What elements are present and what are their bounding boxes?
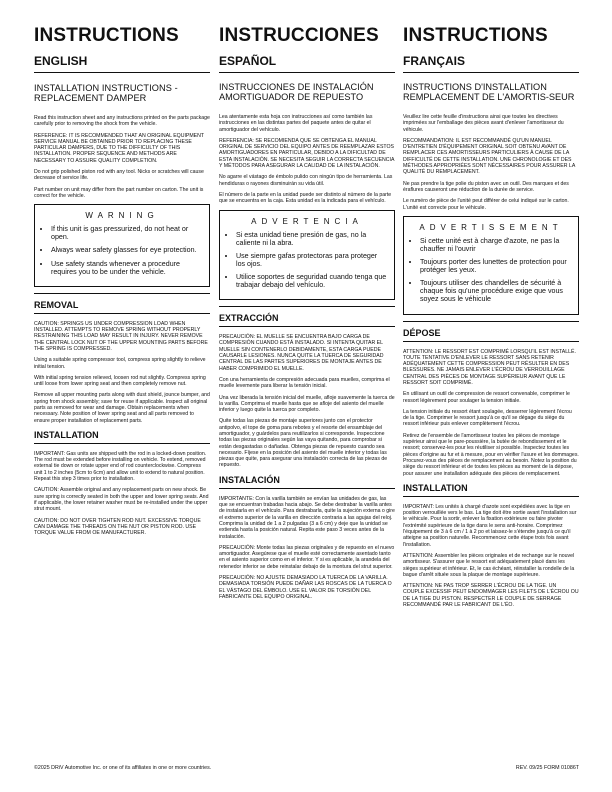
spanish-grip-note: No agarre el vástago de émbolo pulido con ningún tipo de herramienta. Las hendiduras o rayones disminuirán su vida útil.: [219, 174, 393, 187]
french-removal-heading: DÉPOSE: [403, 327, 441, 338]
english-subtitle: INSTALLATION INSTRUCTIONS - REPLACEMENT DAMPER: [34, 83, 178, 103]
spanish-installation-paragraph: IMPORTANTE: Con la varilla también se envían las unidades de gas, las que se encuentran trabadas hacia abajo. Se debe destrabar la varilla antes de instalarla en el vehículo. Para destrabarla, quite la sujeción externa o gire el extremo superior de la varilla en dirección contraria a las agujas del reloj. Comprima la unidad de 1 a 2 pulgadas (3 a 6 cm) y deje que la unidad se extienda hasta la posición natural. Repita este paso 3 veces antes de la instalación.: [219, 495, 395, 540]
english-removal-heading: REMOVAL: [34, 299, 79, 310]
french-removal-paragraph: Retirez de l'ensemble de l'amortisseur toutes les pièces de montage supérieur ainsi que le pare-poussière, la butée de rebondissement et le ressort; conservez-les pour les réutiliser si possible. Inspectez toutes les pièces d'origine au fur et à mesure, pour en vérifier l'usure et les dommages. Procurez-vous des pièces de remplacement au besoin. Notez la position du siège du ressort inférieur et de toutes les pièces au moment de la dépose, pour assurer une installation adéquate des pièces de remplacement.: [403, 432, 579, 477]
english-intro: Read this instruction sheet and any instructions printed on the parts package carefully prior to removing the shock from the vehicle.: [34, 115, 210, 128]
english-installation-paragraph: IMPORTANT: Gas units are shipped with the rod in a locked-down position. The rod must be extended before installing on vehicle. To extend, removed external tie down or rotate upper end of rod counterclockwise. Compress unit 1 to 2 inches (5cm to 6cm) and allow unit to extend to natural position. Repeat this step 3 times prior to installation.: [34, 450, 207, 483]
spanish-reference: REFERENCIA: SE RECOMIENDA QUE SE OBTENGA EL MANUAL ORIGINAL DE SERVICIO DEL EQUIPO ANTES DE REEMPLAZAR ESTOS AMORTIGUADORES EN PARTICULAR, DEBIDO A LA DIFICULTAD DE ESTA INSTALACIÓN. SE NECESITA SEGUIR LA CORRECTA SECUENCIA Y MÉTODOS PARA ASEGURAR LA CALIDAD DE LA INSTALACIÓN.: [219, 137, 395, 170]
english-warning-item: • If this unit is gas pressurized, do not heat or open.: [51, 225, 203, 241]
spanish-rule: [219, 72, 395, 73]
french-grip-note: Ne pas prendre la tige polie du piston avec un outil. Des marques et des éraflures causeront une réduction de la durée de service.: [403, 180, 569, 193]
spanish-language: ESPAÑOL: [219, 54, 277, 68]
footer: [34, 765, 579, 771]
english-removal-paragraph: Using a suitable spring compressor tool, compress spring slightly to relieve initial tension.: [34, 357, 206, 370]
french-removal-paragraph: En utilisant un outil de compression de ressort convenable, comprimer le ressort légèrement pour soulager la tension initiale.: [403, 391, 570, 404]
spanish-warning-item: • Use siempre gafas protectoras para proteger los ojos.: [236, 252, 388, 268]
french-installation-paragraph: ATTENTION: Assembler les pièces originales et de rechange sur le nouvel amortisseur. S'assurer que le ressort est adéquatement placé dans les sièges supérieur et inférieur. Et, le cas échéant, réinstaller la rondelle de la bague d'arrêt située sous la plaque de montage supérieure.: [403, 552, 575, 578]
spanish-installation-heading: INSTALACIÓN: [219, 474, 280, 485]
french-column: [403, 26, 579, 613]
spanish-partnum-note: El número de la parte en la unidad puede ser distinto al número de la parte que se encuentra en la caja. Esta unidad es la indicada para el vehículo.: [219, 191, 392, 205]
spanish-subtitle: INSTRUCCIONES DE INSTALACIÓN AMORTIGUADOR DE REPUESTO: [219, 82, 374, 102]
english-removal-paragraph: Remove all upper mounting parts along with dust shield, jounce bumper, and spring from shock assembly; save for reuse if applicable. Inspect all original parts as removed for wear and damage. Obtain replacements when necessary. Note position of lower spring seat and all parts removed to ensure proper installation of replacement parts.: [34, 392, 210, 424]
spanish-intro: Lea atentamente esta hoja con instrucciones así como también las instrucciones en las distintas partes del paquete antes de quitar el amortiguador del vehículo.: [219, 114, 373, 133]
spanish-removal-heading: EXTRACCIÓN: [219, 313, 279, 324]
spanish-removal-paragraph: Una vez liberada la tensión inicial del muelle, afloje suavemente la tuerca de la varilla. Comprima el muelle hasta que se afloje del asiento del muelle inferior y luego quite la tuerca por completo.: [219, 394, 395, 414]
french-installation-paragraph: IMPORTANT: Les unités à chargé d'azote sont expédiées avec la tige en position verrouillée vers le bas. La tige doit être sortie avant l'installation sur le véhicule. Pour la sortir, enlever la fixation extérieure ou faire pivoter l'extrémité supérieure de la tige dans le sens anti-horaire. Comprimez l'équipement de 3 à 6 cm / 1 à 2 po et laissez-le s'étendre jusqu'à ce qu'il atteigne sa position naturelle. Recommencez cette étape trois fois avant l'installation.: [403, 503, 577, 548]
spanish-installation-paragraph: PRECAUCIÓN: NO AJUSTE DEMASIADO LA TUERCA DE LA VARILLA. DEMASIADA TORSIÓN PUEDE DAÑAR LAS ROSCAS DE LA TUERCA O EL VÁSTAGO DEL ÉMBOLO. USE EL VALOR DE TORSIÓN DEL FABRICANTE DEL EQUIPO ORIGINAL.: [219, 575, 392, 600]
french-installation-paragraph: ATTENTION: NE PAS TROP SERRER L'ÉCROU DE LA TIGE. UN COUPLE EXCESSIF PEUT ENDOMMAGER LES FILETS DE L'ÉCROU OU DE LA TIGE DU PISTON. RESPECTER LE COUPLE DE SERRAGE RECOMMANDÉ PAR LE FABRICANT DE L'ÉO.: [403, 583, 579, 609]
english-reference: REFERENCE: IT IS RECOMMENDED THAT AN ORIGINAL EQUIPMENT SERVICE MANUAL BE OBTAINED PRIOR TO REPLACING THESE PARTICULAR DAMPERS, DUE TO THE DIFFICULTY OF THIS INSTALLATION. PROPER SEQUENCE AND METHODS ARE NECESSARY TO ASSURE QUALITY COMPLETION.: [34, 132, 204, 164]
spanish-warning-box: [219, 210, 395, 301]
french-installation-heading: INSTALLATION: [403, 482, 468, 493]
spanish-warning-title: ADVERTENCIA: [251, 216, 363, 226]
spanish-removal-paragraph: PRECAUCIÓN: EL MUELLE SE ENCUENTRA BAJO CARGA DE COMPRESIÓN CUANDO ESTÁ INSTALADO. SI INTENTA QUITAR EL MUELLE SIN CONTENERLO DEBIDAMENTE, ESTA CARGA PUEDE CAUSARLE LESIONES. NUNCA QUITE LA TUERCA DE SEGURIDAD CENTRAL DE LAS PARTES SUPERIORES DE MONTAJE ANTES DE HABER COMPRIMIDO EL MUELLE.: [219, 334, 384, 372]
english-warning-title: WARNING: [85, 211, 159, 221]
spanish-warning-item: • Si esta unidad tiene presión de gas, no la caliente ni la abra.: [236, 231, 388, 247]
english-removal-paragraph: With initial spring tension relieved, loosen rod nut slightly. Compress spring until loose from lower spring seat and then completely remove nut.: [34, 374, 206, 388]
english-column: [34, 26, 210, 541]
french-partnum-note: Le numéro de pièce de l'unité peut différer de celui indiqué sur le carton. L'unité est correcte pour le véhicule.: [403, 198, 569, 211]
french-reference: RECOMMANDATION: IL EST RECOMMANDÉ QU'UN MANUEL D'ENTRETIEN D'ÉQUIPEMENT ORIGINAL SOIT OBTENU AVANT DE REMPLACER CES AMORTISSEURS PARTICULIERS À CAUSE DE LA DIFFICULTÉ DE CETTE INSTALLATION. UNE CHRONOLOGIE ET DES MÉTHODES APPROPRIÉES SONT NÉCESSAIRES POUR ASSURER LA QUALITÉ DU REMPLACEMENT.: [403, 137, 576, 176]
french-removal-paragraph: ATTENTION: LE RESSORT EST COMPRIMÉ LORSQU'IL EST INSTALLÉ. TOUTE TENTATIVE D'ENLEVER LE RESSORT SANS RETENIR ADÉQUATEMENT CETTE COMPRESSION PEUT RÉSULTER EN DES BLESSURES. NE JAMAIS ENLEVER L'ÉCROU DE VERROUILLAGE CENTRAL DES PIÈCES DE MONTAGE SUPÉRIEUR AVANT QUE LE RESSORT SOIT COMPRIMÉ.: [403, 348, 576, 386]
english-installation-heading: INSTALLATION: [34, 429, 99, 440]
french-rule: [403, 72, 579, 73]
english-partnum-note: Part number on unit may differ from the part number on carton. The unit is correct for the vehicle.: [34, 186, 204, 199]
english-removal-paragraph: CAUTION: SPRINGS US UNDER COMPRESSION LOAD WHEN INSTALLED. ATTEMPTS TO REMOVE SPRING WITHOUT PROPERLY RESTRAINING THIS LOAD MAY RESULT IN INJURY. NEVER REMOVE THE CENTRAL LOCK NUT OF THE UPPER MOUNTING PARTS BEFORE THE SPRING IS COMPRESSED.: [34, 320, 208, 352]
french-intro: Veuillez lire cette feuille d'instructions ainsi que toutes les directives imprimées sur l'emballage des pièces avant d'enlever l'amortisseur du véhicule.: [403, 114, 564, 133]
french-warning-item: • Toujours utiliser des chandelles de sécurité à chaque fois qu'une procédure exige que vous soyez sous le véhicule: [420, 279, 572, 303]
spanish-heading: INSTRUCCIONES: [219, 25, 379, 46]
footer-copyright: ©2025 DRiV Automotive Inc. or one of its affiliates in one or more countries.: [34, 765, 212, 771]
footer-form-number: REV. 09/25 FORM 01086T: [515, 765, 579, 771]
english-heading: INSTRUCTIONS: [34, 25, 179, 46]
spanish-warning-item: • Utilice soportes de seguridad cuando tenga que trabajar debajo del vehículo.: [236, 273, 388, 289]
english-warning-item: • Always wear safety glasses for eye protection.: [51, 246, 203, 254]
english-warning-item: • Use safety stands whenever a procedure requires you to be under the vehicle.: [51, 260, 203, 276]
english-rule: [34, 72, 210, 73]
spanish-column: [219, 26, 395, 605]
spanish-removal-paragraph: Con una herramienta de compresión adecuada para muelles, comprima el muelle levemente para liberar la tensión inicial.: [219, 376, 390, 390]
french-warning-item: • Si cette unité est à charge d'azote, ne pas la chauffer ni l'ouvrir: [420, 237, 572, 253]
spanish-removal-paragraph: Quite todas las piezas de montaje superiores junto con el protector antipolvo, el tope de goma para rebotes y el resorte del ensamblaje del amortiguador, y guárdelos para reutilizarlos si corresponde. Inspeccione todas las piezas originales según las vaya quitando, para comprobar si están desgastadas o dañadas. Obtenga piezas de repuesto cuando sea necesario. Fíjese en la posición del asiento del muelle inferior y todas las piezas que quite, para asegurar una instalación correcta de las piezas de repuesto.: [219, 418, 388, 469]
english-installation-paragraph: CAUTION: Assemble original and any replacement parts on new shock. Be sure spring is correctly seated in both the upper and lower spring seats. And if applicable, the lower retainer washer must be re-installed under the upper strut mount.: [34, 487, 209, 513]
english-installation-paragraph: CAUTION: DO NOT OVER TIGHTEN ROD NUT. EXCESSIVE TORQUE CAN DAMAGE THE THREADS ON THE NUT OR PISTON ROD. USE TORQUE VALUE FROM OE MANUFACTURER.: [34, 517, 201, 537]
french-heading: INSTRUCTIONS: [403, 25, 548, 46]
english-grip-note: Do not grip polished piston rod with any tool. Nicks or scratches will cause decrease of service life.: [34, 169, 204, 182]
french-warning-box: [403, 216, 579, 315]
french-language: FRANÇAIS: [403, 54, 465, 68]
spanish-installation-paragraph: PRECAUCIÓN: Monte todas las piezas originales y de repuesto en el nuevo amortiguador. Asegúrese que el muelle esté correctamente asentado tanto en el asiento superior como en el inferior. Y si es aplicable, la arandela del retenedor inferior se debe reinstalar debajo de la montura del strut superior.: [219, 544, 395, 570]
french-subtitle: INSTRUCTIONS D'INSTALLATION REMPLACEMENT DE L'AMORTIS-SEUR: [403, 82, 575, 102]
english-language: ENGLISH: [34, 54, 88, 68]
french-removal-paragraph: La tension initiale du ressort étant soulagée, desserrer légèrement l'écrou de la tige. Comprimer le ressort jusqu'à ce qu'il se dégage du siège du ressort inférieur puis enlever complètement l'écrou.: [403, 408, 572, 428]
english-warning-box: [34, 204, 210, 286]
french-warning-item: • Toujours porter des lunettes de protection pour protéger les yeux.: [420, 258, 572, 274]
french-warning-title: ADVERTISSEMENT: [419, 222, 563, 232]
